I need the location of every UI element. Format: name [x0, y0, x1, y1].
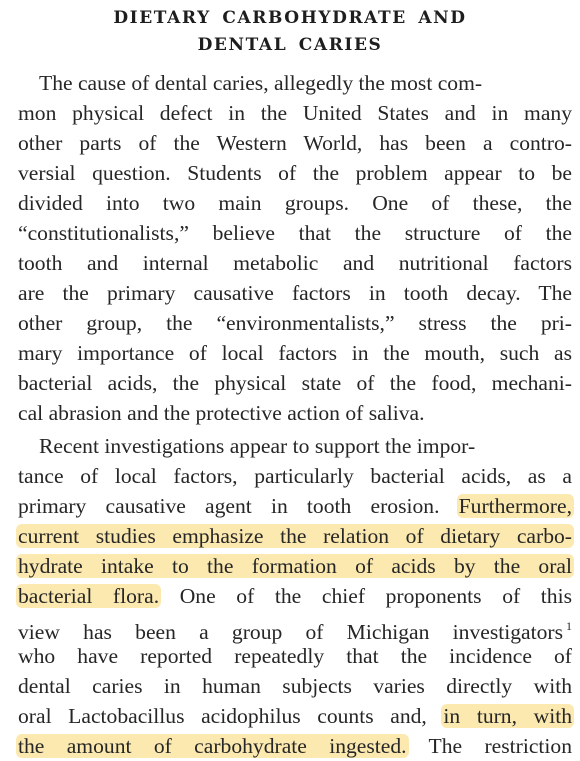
highlighted-text: Furthermore, — [458, 494, 572, 518]
text-segment: The restriction — [428, 734, 573, 758]
text-line: who have reported repeatedly that the incidence of — [18, 644, 572, 668]
text-line: The cause of dental caries, allegedly the most com- — [39, 71, 483, 95]
highlighted-text: current studies emphasize the relation of dietary carbo- — [18, 524, 572, 548]
text-line: tooth and internal metabolic and nutritional factors — [18, 251, 572, 275]
text-line: “constitutionalists,” believe that the structure of the — [18, 221, 572, 245]
text-line: versial question. Students of the problem appear to be — [18, 161, 572, 185]
text-segment: primary causative agent in tooth erosion. — [18, 494, 440, 518]
text-line: dental caries in human subjects varies directly with — [18, 674, 572, 698]
article-title-line-1: DIETARY CARBOHYDRATE AND — [113, 8, 467, 28]
text-line: cal abrasion and the protective action of saliva. — [18, 401, 425, 425]
text-line: mary importance of local factors in the mouth, such as — [18, 341, 572, 365]
highlighted-text: bacterial flora. — [18, 584, 160, 608]
text-segment: One of the chief proponents of this — [179, 584, 572, 608]
text-line — [18, 701, 572, 731]
text-segment: view has been a group of Michigan investigators — [18, 620, 563, 644]
text-line: other parts of the Western World, has been a contro- — [18, 131, 572, 155]
text-line — [18, 581, 572, 611]
text-line: divided into two main groups. One of these, the — [18, 191, 572, 215]
text-line — [18, 521, 572, 551]
text-line: other group, the “environmentalists,” stress the pri- — [18, 311, 572, 335]
text-line — [18, 491, 572, 521]
text-line — [18, 611, 572, 644]
text-segment: oral Lactobacillus acidophilus counts and, — [18, 704, 427, 728]
footnote-marker: 1 — [566, 619, 572, 633]
article-title-line-2: DENTAL CARIES — [197, 35, 383, 55]
highlighted-text: the amount of carbohydrate ingested. — [18, 734, 407, 758]
text-line: mon physical defect in the United States and in many — [18, 101, 572, 125]
text-line — [18, 731, 572, 761]
text-line: bacterial acids, the physical state of the food, mechani- — [18, 371, 572, 395]
highlighted-text: in turn, with — [443, 704, 572, 728]
highlighted-text: hydrate intake to the formation of acids by the oral — [18, 554, 572, 578]
text-line: Recent investigations appear to support the impor- — [39, 434, 476, 458]
text-line: tance of local factors, particularly bacterial acids, as a — [18, 464, 572, 488]
text-line: are the primary causative factors in tooth decay. The — [18, 281, 572, 305]
text-line — [18, 551, 572, 581]
